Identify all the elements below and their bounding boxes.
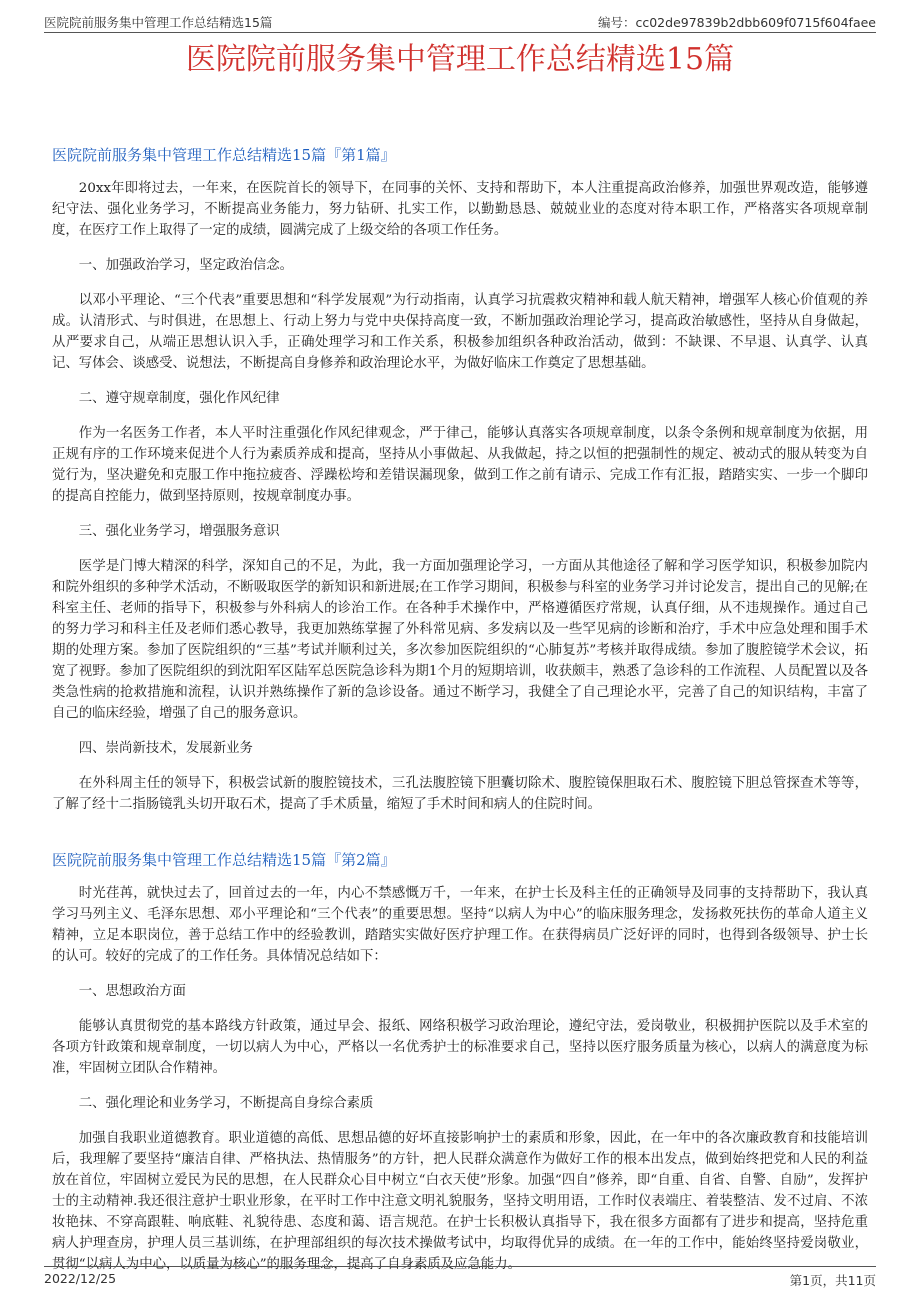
footer-page-number: 第1页，共11页	[789, 1273, 876, 1288]
section-1-paragraph: 以邓小平理论、“三个代表”重要思想和“科学发展观”为行动指南，认真学习抗震救灾精神和载人航天精神，增强军人核心价值观的养成。认清形式、与时俱进，在思想上、行动上努力与党中央保持高度一致，不断加强政治理论学习，提高政治敏感性，坚持从自身做起，从严要求自己，从端正思想认识入手，正确处理学习和工作关系，积极参加组织各种政治活动，做到：不缺课、不早退、认真学、认真记、写体会、谈感受、说想法，不断提高自身修养和政治理论水平，为做好临床工作奠定了思想基础。	[52, 293, 868, 371]
section-2-heading: 医院院前服务集中管理工作总结精选15篇『第2篇』	[52, 851, 396, 869]
page-header	[44, 10, 876, 33]
section-1-paragraph: 作为一名医务工作者，本人平时注重强化作风纪律观念，严于律己，能够认真落实各项规章制度，以条令条例和规章制度为依据，用正规有序的工作环境来促进个人行为素质养成和提高，坚持从小事做起、从我做起，持之以恒的把强制性的规定、被动式的服从转变为自觉行为，坚决避免和克服工作中拖拉疲沓、浮躁松垮和差错误漏现象，做到工作之前有请示、完成工作有汇报，踏踏实实、一步一个脚印的提高自控能力，做到坚持原则，按规章制度办事。	[52, 426, 868, 504]
section-1-paragraph: 20xx年即将过去，一年来，在医院首长的领导下，在同事的关怀、支持和帮助下，本人注重提高政治修养，加强世界观改造，能够遵纪守法、强化业务学习，不断提高业务能力，努力钻研、扎实工作，以勤勤恳恳、兢兢业业的态度对待本职工作，严格落实各项规章制度，在医疗工作上取得了一定的成绩，圆满完成了上级交给的各项工作任务。	[52, 181, 868, 238]
section-1-subheading: 二、遵守规章制度，强化作风纪律	[78, 391, 280, 406]
section-2-paragraph: 时光荏苒，就快过去了，回首过去的一年，内心不禁感慨万千，一年来，在护士长及科主任的正确领导及同事的支持帮助下，我认真学习马列主义、毛泽东思想、邓小平理论和“三个代表”的重要思想。坚持“以病人为中心”的临床服务理念，发扬救死扶伤的革命人道主义精神，立足本职岗位，善于总结工作中的经验教训，踏踏实实做好医疗护理工作。在获得病员广泛好评的同时，也得到各级领导、护士长的认可。较好的完成了的工作任务。具体情况总结如下：	[52, 886, 868, 964]
section-1-paragraph: 医学是门博大精深的科学，深知自己的不足，为此，我一方面加强理论学习，一方面从其他途径了解和学习医学知识，积极参加院内和院外组织的多种学术活动，不断吸取医学的新知识和新进展;在工作学习期间，积极参与科室的业务学习并讨论发言，提出自己的见解;在科室主任、老师的指导下，积极参与外科病人的诊治工作。在各种手术操作中，严格遵循医疗常规，认真仔细，从不违规操作。通过自己的努力学习和科主任及老师们悉心教导，我更加熟练掌握了外科常见病、多发病以及一些罕见病的诊断和治疗，手术中应急处理和围手术期的处理方案。参加了医院组织的“三基”考试并顺利过关，多次参加医院组织的“心肺复苏”考核并取得成绩。参加了腹腔镜学术会议，拓宽了视野。参加了医院组织的到沈阳军区陆军总医院急诊科为期1个月的短期培训，收获颇丰，熟悉了急诊科的工作流程、人员配置以及各类急性病的抢救措施和流程，认识并熟练操作了新的急诊设备。通过不断学习，我健全了自己理论水平，完善了自己的知识结构，丰富了自己的临床经验，增强了自己的服务意识。	[52, 559, 868, 721]
document-body	[52, 144, 868, 1289]
page-footer	[44, 1266, 876, 1287]
section-1-paragraph: 在外科周主任的领导下，积极尝试新的腹腔镜技术，三孔法腹腔镜下胆囊切除术、腹腔镜保胆取石术、腹腔镜下胆总管探查术等等，了解了经十二指肠镜乳头切开取石术，提高了手术质量，缩短了手术时间和病人的住院时间。	[52, 776, 868, 812]
section-1-subheading: 一、加强政治学习，坚定政治信念。	[78, 258, 294, 273]
section-2-subheading: 二、强化理论和业务学习，不断提高自身综合素质	[78, 1096, 374, 1111]
header-doc-number: 编号：cc02de97839b2dbb609f0715f604faee	[597, 15, 876, 30]
section-1-heading: 医院院前服务集中管理工作总结精选15篇『第1篇』	[52, 146, 396, 164]
header-doc-title: 医院院前服务集中管理工作总结精选15篇	[44, 15, 273, 30]
section-1-subheading: 三、强化业务学习，增强服务意识	[78, 524, 280, 539]
section-2-subheading: 一、思想政治方面	[78, 984, 186, 999]
section-2-paragraph: 加强自我职业道德教育。职业道德的高低、思想品德的好坏直接影响护士的素质和形象，因此，在一年中的各次廉政教育和技能培训后，我理解了要坚持“廉洁自律、严格执法、热情服务”的方针，把人民群众满意作为做好工作的根本出发点，做到始终把党和人民的利益放在首位，牢固树立爱民为民的思想，在人民群众心目中树立“白衣天使”形象。加强“四自”修养，即“自重、自省、自警、自励”，发挥护士的主动精神.我还很注意护士职业形象，在平时工作中注意文明礼貌服务，坚持文明用语，工作时仪表端庄、着装整洁、发不过肩、不浓妆艳抹、不穿高跟鞋、响底鞋、礼貌待患、态度和蔼、语言规范。在护士长积极认真指导下，我在很多方面都有了进步和提高，坚持危重病人护理查房，护理人员三基训练，在护理部组织的每次技术操做考试中，均取得优异的成绩。在一年的工作中，能始终坚持爱岗敬业，贯彻“以病人为中心，以质量为核心”的服务理念，提高了自身素质及应急能力。	[52, 1131, 868, 1272]
section-2-paragraph: 能够认真贯彻党的基本路线方针政策，通过早会、报纸、网络积极学习政治理论，遵纪守法，爱岗敬业，积极拥护医院以及手术室的各项方针政策和规章制度，一切以病人为中心，严格以一名优秀护士的标准要求自己，坚持以医疗服务质量为核心，以病人的满意度为标准，牢固树立团队合作精神。	[52, 1019, 868, 1076]
section-1-subheading: 四、崇尚新技术，发展新业务	[78, 741, 253, 756]
footer-date: 2022/12/25	[44, 1271, 117, 1286]
document-title: 医院院前服务集中管理工作总结精选15篇	[185, 42, 735, 77]
